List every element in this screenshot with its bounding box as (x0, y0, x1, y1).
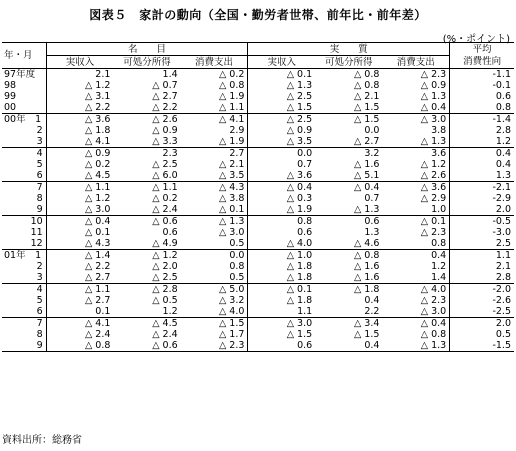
table-cell: 3.2 (364, 148, 380, 159)
table-cell: △ 4.1 (84, 318, 111, 329)
table-cell: -2.0 (492, 284, 511, 295)
table-cell: △ 3.6 (382, 182, 449, 194)
table-cell: △ 0.8 (353, 250, 380, 261)
table-cell: 2.2 (315, 306, 382, 318)
table-cell: 0.6 (162, 227, 178, 238)
row-label: 4 (2, 284, 46, 296)
table-cell: 2.7 (181, 148, 248, 160)
table-row (2, 91, 514, 102)
period-header: 年・月 (2, 43, 46, 69)
table-cell: △ 1.2 (152, 250, 178, 261)
table-cell: △ 4.5 (152, 318, 178, 329)
table-cell: △ 1.5 (315, 102, 382, 114)
table-cell: △ 1.3 (181, 216, 248, 228)
table-cell: △ 1.8 (286, 261, 313, 272)
table-cell: -1.5 (450, 340, 514, 352)
table-cell: △ 3.5 (181, 170, 248, 182)
table-cell: △ 1.3 (315, 204, 382, 216)
table-cell: △ 1.5 (353, 114, 380, 125)
table-cell: △ 3.6 (84, 114, 111, 125)
row-label: 8 (2, 193, 46, 204)
table-cell: 2.8 (450, 272, 514, 284)
row-label: 11 (2, 227, 46, 238)
table-cell: △ 1.1 (84, 182, 111, 193)
table-row (2, 318, 514, 330)
table-cell: 0.8 (297, 216, 313, 227)
table-cell: △ 2.5 (286, 91, 313, 102)
table-cell: △ 1.8 (248, 272, 315, 284)
table-cell: △ 4.9 (113, 238, 180, 250)
table-title: 図表５ 家計の動向（全国・勤労者世帯、前年比・前年差） (89, 8, 427, 22)
table-cell: △ 1.3 (286, 80, 313, 91)
table-cell: △ 2.1 (353, 91, 380, 102)
table-cell: 0.7 (364, 193, 380, 204)
table-cell: 0.4 (382, 250, 449, 262)
table-cell: △ 0.2 (181, 69, 248, 81)
table-cell: 0.5 (181, 272, 248, 284)
table-cell: △ 0.8 (353, 69, 380, 80)
table-row (2, 261, 514, 272)
table-cell: △ 6.0 (113, 170, 180, 182)
table-cell: △ 2.7 (315, 136, 382, 148)
table-cell: △ 4.0 (248, 238, 315, 250)
table-cell: △ 4.1 (181, 114, 248, 126)
table-cell: 0.0 (364, 125, 380, 136)
table-cell: △ 1.2 (84, 80, 111, 91)
table-row (2, 227, 514, 238)
table-cell: △ 1.1 (84, 284, 111, 295)
table-row (2, 159, 514, 170)
col-header: 消費性向 (450, 56, 514, 69)
table-cell: △ 0.8 (353, 80, 380, 91)
nominal-header: 名 目 (46, 43, 248, 56)
table-row (2, 238, 514, 250)
table-cell: △ 1.5 (248, 102, 315, 114)
table-cell: △ 3.4 (353, 318, 380, 329)
table-cell: △ 1.6 (315, 272, 382, 284)
table-cell: △ 4.0 (382, 284, 449, 296)
table-cell: △ 0.9 (84, 148, 111, 159)
table-cell: △ 1.6 (353, 159, 380, 170)
table-cell: -2.9 (492, 193, 511, 204)
table-cell: 2.0 (495, 318, 511, 329)
row-label: 12 (2, 238, 46, 250)
table-cell: △ 0.4 (382, 318, 449, 330)
row-label: 5 (2, 295, 46, 306)
table-cell: 1.2 (113, 306, 180, 318)
table-cell: △ 3.0 (382, 306, 449, 318)
table-cell: △ 1.8 (286, 295, 313, 306)
row-label: 01年 1 (2, 250, 46, 262)
table-cell: △ 1.5 (353, 329, 380, 340)
col-header: 消費支出 (181, 56, 248, 69)
table-cell: △ 0.5 (152, 295, 178, 306)
table-cell: 0.4 (495, 159, 511, 170)
table-row (2, 114, 514, 126)
table-row (2, 170, 514, 182)
table-cell: △ 2.6 (382, 170, 449, 182)
table-cell: △ 0.2 (152, 193, 178, 204)
table-cell: -0.5 (492, 216, 511, 227)
table-cell: △ 2.5 (152, 159, 178, 170)
table-cell: △ 1.3 (382, 340, 449, 352)
table-cell: △ 1.8 (84, 125, 111, 136)
row-label: 2 (2, 261, 46, 272)
row-label: 6 (2, 170, 46, 182)
col-header: 実収入 (46, 56, 113, 69)
table-cell: △ 3.0 (286, 318, 313, 329)
table-cell: △ 3.6 (248, 170, 315, 182)
table-row (2, 284, 514, 296)
table-cell: △ 2.2 (84, 261, 111, 272)
table-cell: 2.9 (181, 125, 248, 136)
source-note: 資料出所：総務省 (2, 435, 82, 446)
table-cell: △ 2.3 (382, 227, 449, 238)
row-label: 99 (2, 91, 46, 102)
table-cell: △ 2.3 (181, 340, 248, 352)
table-cell: △ 4.5 (46, 170, 113, 182)
table-cell: △ 5.0 (181, 284, 248, 296)
row-label: 9 (2, 204, 46, 216)
table-cell: △ 4.3 (46, 238, 113, 250)
table-cell: △ 2.5 (286, 114, 313, 125)
table-cell: △ 0.4 (353, 182, 380, 193)
table-cell: △ 2.4 (113, 204, 180, 216)
table-row (2, 125, 514, 136)
table-cell: 0.0 (181, 250, 248, 262)
table-cell: 0.6 (297, 227, 313, 238)
table-cell: △ 2.8 (152, 284, 178, 295)
table-cell: △ 3.0 (382, 114, 449, 126)
table-cell: △ 1.5 (181, 318, 248, 330)
table-cell: 0.8 (181, 261, 248, 272)
table-cell: △ 3.1 (84, 91, 111, 102)
table-cell: △ 1.6 (353, 261, 380, 272)
table-cell: 1.3 (364, 227, 380, 238)
table-cell: △ 0.6 (152, 216, 178, 227)
unit-label: (%・ポイント) (442, 34, 510, 45)
table-cell: -0.1 (492, 80, 511, 91)
table-cell: △ 2.7 (84, 295, 111, 306)
table-cell: 3.8 (382, 125, 449, 136)
table-cell: 0.6 (364, 216, 380, 227)
row-label: 9 (2, 340, 46, 352)
row-label: 00 (2, 102, 46, 114)
table-cell: △ 0.8 (181, 80, 248, 91)
table-cell: -2.6 (492, 295, 511, 306)
table-cell: 2.0 (450, 204, 514, 216)
table-cell: △ 2.2 (113, 102, 180, 114)
table-cell: 1.2 (450, 136, 514, 148)
table-cell: △ 0.7 (152, 80, 178, 91)
col-header: 可処分所得 (315, 56, 382, 69)
table-cell: △ 1.9 (248, 204, 315, 216)
table-cell: -1.1 (492, 69, 511, 80)
table-cell: 2.1 (495, 261, 511, 272)
table-cell: △ 2.6 (152, 114, 178, 125)
table-cell: △ 3.5 (248, 136, 315, 148)
avg-header-line1: 平均 (450, 43, 514, 56)
table-cell: △ 0.6 (113, 340, 180, 352)
table-row (2, 80, 514, 91)
table-cell: △ 1.9 (181, 136, 248, 148)
table-row (2, 250, 514, 262)
table-row (2, 216, 514, 228)
table-cell: △ 2.7 (152, 91, 178, 102)
table-cell: △ 1.8 (353, 284, 380, 295)
table-cell: △ 4.3 (181, 182, 248, 194)
table-cell: 0.8 (450, 102, 514, 114)
row-label: 2 (2, 125, 46, 136)
table-cell: △ 2.3 (382, 69, 449, 81)
table-cell: 0.5 (495, 329, 511, 340)
table-cell: 2.3 (162, 148, 178, 159)
table-row (2, 136, 514, 148)
table-cell: △ 2.7 (46, 272, 113, 284)
table-row (2, 193, 514, 204)
table-cell: △ 5.1 (315, 170, 382, 182)
row-label: 10 (2, 216, 46, 228)
row-label: 3 (2, 136, 46, 148)
table-cell: 0.8 (382, 238, 449, 250)
table-cell: 3.6 (382, 148, 449, 160)
row-label: 8 (2, 329, 46, 340)
table-cell: △ 2.3 (382, 295, 449, 306)
table-cell: △ 0.4 (286, 182, 313, 193)
table-cell: △ 1.0 (286, 250, 313, 261)
table-cell: △ 0.1 (382, 216, 449, 228)
table-row (2, 204, 514, 216)
real-header: 実 質 (248, 43, 450, 56)
table-cell: △ 2.5 (113, 272, 180, 284)
table-cell: △ 0.1 (84, 227, 111, 238)
table-cell: △ 3.2 (181, 295, 248, 306)
table-cell: -2.5 (450, 306, 514, 318)
table-cell: 1.1 (248, 306, 315, 318)
table-cell: △ 2.4 (152, 329, 178, 340)
row-label: 4 (2, 148, 46, 160)
table-cell: △ 1.4 (84, 250, 111, 261)
row-label: 5 (2, 159, 46, 170)
table-cell: △ 3.0 (46, 204, 113, 216)
table-row (2, 69, 514, 81)
table-cell: △ 1.1 (152, 182, 178, 193)
table-cell: 0.7 (297, 159, 313, 170)
table-cell: 0.5 (181, 238, 248, 250)
table-cell: △ 1.2 (382, 159, 449, 170)
table-cell: △ 0.3 (286, 193, 313, 204)
household-table (2, 42, 514, 352)
row-label: 00年 1 (2, 114, 46, 126)
table-row (2, 148, 514, 160)
table-cell: △ 0.4 (84, 216, 111, 227)
table-cell: 0.6 (495, 91, 511, 102)
table-cell: -2.1 (492, 182, 511, 193)
col-header: 可処分所得 (113, 56, 180, 69)
table-cell: △ 0.1 (181, 204, 248, 216)
table-cell: △ 1.1 (181, 102, 248, 114)
row-label: 3 (2, 272, 46, 284)
table-cell: △ 3.0 (181, 227, 248, 238)
table-cell: △ 3.3 (113, 136, 180, 148)
table-cell: 0.0 (297, 148, 313, 159)
table-cell: △ 1.2 (84, 193, 111, 204)
col-header: 実収入 (248, 56, 315, 69)
table-row (2, 340, 514, 352)
table-row (2, 182, 514, 194)
table-cell: △ 2.1 (181, 159, 248, 170)
table-cell: △ 2.9 (382, 193, 449, 204)
table-cell: 2.1 (95, 69, 111, 80)
row-label: 7 (2, 318, 46, 330)
table-cell: 1.1 (495, 250, 511, 261)
table-cell: 1.0 (382, 204, 449, 216)
table-cell: 0.4 (364, 295, 380, 306)
row-label: 6 (2, 306, 46, 318)
table-cell: △ 0.9 (286, 125, 313, 136)
table-cell: △ 0.8 (46, 340, 113, 352)
table-cell: △ 0.8 (382, 329, 449, 340)
table-cell: △ 4.6 (315, 238, 382, 250)
table-cell: 2.8 (495, 125, 511, 136)
table-cell: 0.4 (315, 340, 382, 352)
table-cell: 2.5 (450, 238, 514, 250)
table-cell: △ 0.1 (286, 69, 313, 80)
table-cell: △ 1.7 (181, 329, 248, 340)
table-cell: 0.6 (248, 340, 315, 352)
table-cell: △ 0.9 (382, 80, 449, 91)
table-row (2, 329, 514, 340)
row-label: 97年度 (2, 69, 46, 81)
table-cell: 1.2 (382, 261, 449, 272)
table-cell: △ 3.8 (181, 193, 248, 204)
table-cell: △ 2.2 (46, 102, 113, 114)
table-cell: 1.4 (162, 69, 178, 80)
col-header: 消費支出 (382, 56, 449, 69)
table-cell: △ 2.4 (84, 329, 111, 340)
table-cell: △ 4.1 (46, 136, 113, 148)
table-cell: 1.3 (450, 170, 514, 182)
table-cell: -1.4 (492, 114, 511, 125)
table-cell: △ 4.0 (181, 306, 248, 318)
table-cell: △ 0.1 (286, 284, 313, 295)
table-cell: △ 2.0 (152, 261, 178, 272)
table-row (2, 102, 514, 114)
table-cell: △ 1.5 (286, 329, 313, 340)
table-cell: 0.1 (46, 306, 113, 318)
table-cell: △ 1.3 (382, 91, 449, 102)
table-cell: △ 0.2 (84, 159, 111, 170)
table-cell: 0.4 (495, 148, 511, 159)
row-label: 7 (2, 182, 46, 194)
table-row (2, 306, 514, 318)
table-cell: △ 0.9 (152, 125, 178, 136)
table-row (2, 295, 514, 306)
table-cell: 1.4 (382, 272, 449, 284)
table-cell: △ 0.4 (382, 102, 449, 114)
table-cell: △ 1.9 (181, 91, 248, 102)
table-cell: △ 1.3 (382, 136, 449, 148)
table-row (2, 272, 514, 284)
table-cell: -3.0 (492, 227, 511, 238)
row-label: 98 (2, 80, 46, 91)
